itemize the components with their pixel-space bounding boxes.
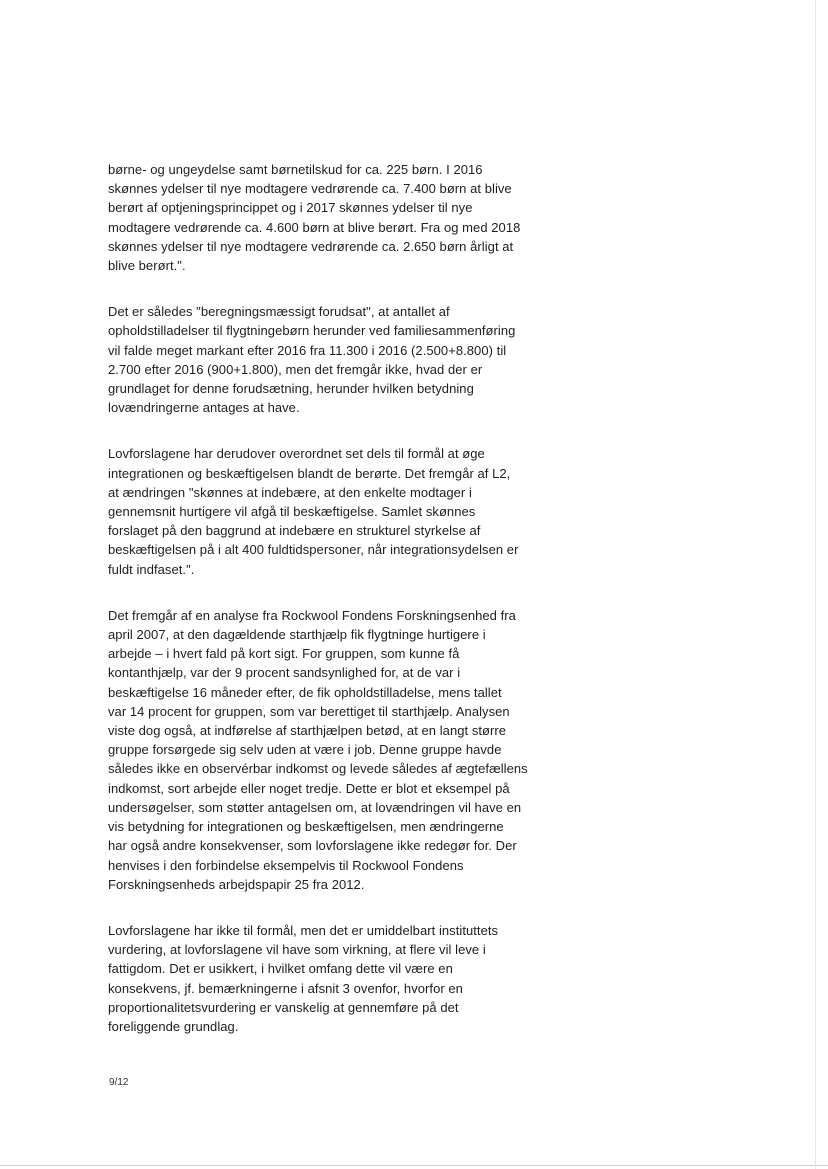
text-line: henvises i den forbindelse eksempelvis til Rockwool Fondens: [108, 857, 464, 873]
document-body: [108, 160, 578, 1063]
text-line: vil falde meget markant efter 2016 fra 11.300 i 2016 (2.500+8.800) til: [108, 342, 507, 358]
scan-edge-right: [815, 0, 816, 1169]
text-line: arbejde – i hvert fald på kort sigt. For gruppen, som kunne få: [108, 646, 460, 662]
text-line: beskæftigelse 16 måneder efter, de fik opholdstilladelse, mens tallet: [108, 684, 502, 700]
text-line: foreliggende grundlag.: [108, 1018, 239, 1034]
text-line: vurdering, at lovforslagene vil have som virkning, at flere vil leve i: [108, 942, 486, 958]
text-line: Det fremgår af en analyse fra Rockwool Fondens Forskningsenhed fra: [108, 607, 516, 623]
text-line: proportionalitetsvurdering er vanskelig at gennemføre på det: [108, 999, 459, 1015]
text-line: viste dog også, at indførelse af starthjælpen betød, at en langt større: [108, 723, 507, 739]
text-line: skønnes ydelser til nye modtagere vedrørende ca. 2.650 børn årligt at: [108, 238, 514, 254]
text-line: fuldt indfaset.".: [108, 561, 195, 577]
text-line: integrationen og beskæftigelsen blandt de berørte. Det fremgår af L2,: [108, 465, 511, 481]
text-line: berørt af optjeningsprincippet og i 2017 skønnes ydelser til nye: [108, 200, 473, 216]
paragraph-5: [108, 921, 578, 1036]
text-line: beskæftigelsen på i alt 400 fuldtidspersoner, når integrationsydelsen er: [108, 542, 519, 558]
text-line: forslaget på den baggrund at indebære en strukturel styrkelse af: [108, 523, 481, 539]
text-line: lovændringerne antages at have.: [108, 400, 300, 416]
text-line: 2.700 efter 2016 (900+1.800), men det fremgår ikke, hvad der er: [108, 361, 483, 377]
text-line: april 2007, at den dagældende starthjælp fik flygtninge hurtigere i: [108, 627, 486, 643]
text-line: gennemsnit hurtigere vil afgå til beskæftigelse. Samlet skønnes: [108, 504, 476, 520]
text-line: grundlaget for denne forudsætning, herunder hvilken betydning: [108, 381, 474, 397]
text-line: blive berørt.".: [108, 258, 186, 274]
text-line: Lovforslagene har derudover overordnet set dels til formål at øge: [108, 446, 485, 462]
paragraph-3: [108, 444, 578, 578]
text-line: fattigdom. Det er usikkert, i hvilket omfang dette vil være en: [108, 961, 453, 977]
text-line: gruppe forsørgede sig selv uden at være i job. Denne gruppe havde: [108, 742, 502, 758]
text-line: opholdstilladelser til flygtningebørn herunder ved familiesammenføring: [108, 323, 516, 339]
text-line: at ændringen "skønnes at indebære, at den enkelte modtager i: [108, 484, 472, 500]
text-line: modtagere vedrørende ca. 4.600 børn at blive berørt. Fra og med 2018: [108, 219, 521, 235]
text-line: konsekvens, jf. bemærkningerne i afsnit 3 ovenfor, hvorfor en: [108, 980, 463, 996]
text-line: kontanthjælp, var der 9 procent sandsynlighed for, at de var i: [108, 665, 461, 681]
page-number: 9/12: [109, 1077, 129, 1088]
text-line: skønnes ydelser til nye modtagere vedrørende ca. 7.400 børn at blive: [108, 181, 512, 197]
paragraph-4: [108, 606, 578, 894]
scan-edge-bottom: [0, 1165, 828, 1166]
paragraph-2: [108, 302, 578, 417]
text-line: Det er således "beregningsmæssigt forudsat", at antallet af: [108, 304, 450, 320]
text-line: Forskningsenheds arbejdspapir 25 fra 2012.: [108, 876, 365, 892]
text-line: var 14 procent for gruppen, som var berettiget til starthjælp. Analysen: [108, 703, 510, 719]
text-line: indkomst, sort arbejde eller noget tredje. Dette er blot et eksempel på: [108, 780, 510, 796]
text-line: vis betydning for integrationen og beskæftigelsen, men ændringerne: [108, 819, 504, 835]
text-line: børne- og ungeydelse samt børnetilskud for ca. 225 børn. I 2016: [108, 162, 483, 177]
text-line: har også andre konsekvenser, som lovforslagene ikke redegør for. Der: [108, 838, 517, 854]
text-line: således ikke en observérbar indkomst og levede således af ægtefællens: [108, 761, 528, 777]
paragraph-1: [108, 160, 578, 275]
text-line: Lovforslagene har ikke til formål, men det er umiddelbart instituttets: [108, 922, 499, 938]
text-line: undersøgelser, som støtter antagelsen om, at lovændringen vil have en: [108, 799, 522, 815]
